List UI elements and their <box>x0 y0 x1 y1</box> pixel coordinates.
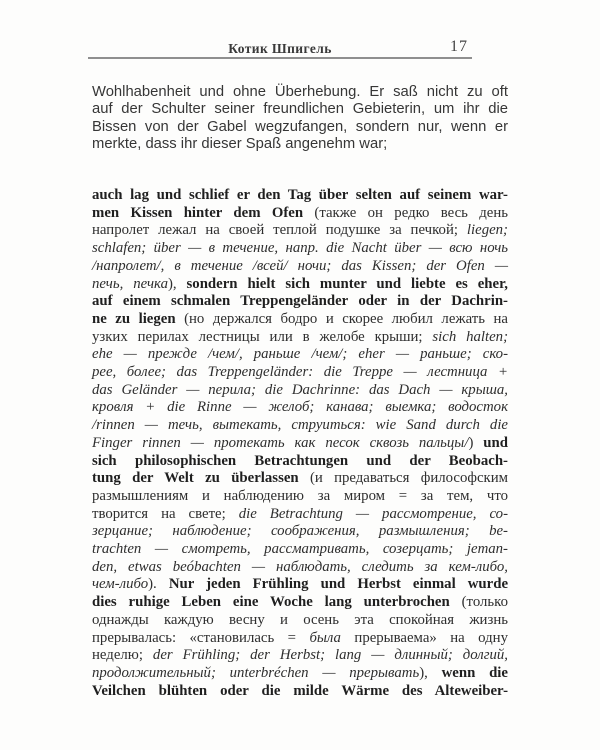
text-segment-italic: чем-либо <box>92 576 149 593</box>
reading-line <box>92 630 508 648</box>
text-segment-bold: auch lag und schlief er den Tag über selten auf seinem war- <box>92 187 508 203</box>
text-segment-regular: auf der Schulter seiner freundlichen Gebieterin, um ihr die <box>92 101 508 118</box>
reading-line <box>92 435 508 453</box>
reading-line <box>92 488 508 506</box>
reading-line <box>92 329 508 347</box>
text-segment-italic: ehe — прежде /чем/, раньше /чем/; eher — раньше; ско- <box>92 346 508 363</box>
reading-line <box>92 417 508 435</box>
text-segment-regular: ). <box>148 576 169 593</box>
text-segment-italic: das Geländer — перила; die Dachrinne: das Dach — крыша, <box>92 381 508 398</box>
reading-line <box>92 240 508 258</box>
reading-line <box>92 205 508 223</box>
text-segment-bold: dies ruhige Leben eine Woche lang unterbrochen <box>92 594 462 611</box>
reading-line <box>92 399 508 417</box>
reading-line <box>92 276 508 294</box>
text-segment-italic: рее, более; das Treppengeländer: die Treppe — лестница + <box>92 364 508 381</box>
text-segment-bold: wenn die <box>441 664 508 681</box>
text-segment-regular: прерывалась: «становилась = <box>92 629 310 646</box>
text-segment-regular: Wohlhabenheit und ohne Überhebung. Er saß nicht zu oft <box>92 84 508 100</box>
text-segment-regular: напролет лежал на своей теплой подушке за печкой; <box>92 222 467 239</box>
reading-line <box>92 612 508 630</box>
intro-line <box>92 101 508 118</box>
text-segment-regular: (но держался бодро и скорее любил лежать на <box>184 310 508 327</box>
text-segment-italic: sich halten; <box>432 328 508 345</box>
text-segment-regular: (также он редко весь день <box>314 204 508 221</box>
page-number: 17 <box>450 38 468 55</box>
text-segment-italic: der Frühling; der Herbst; lang — длинный; долгий, <box>152 647 509 664</box>
text-segment-italic: печь, печка <box>92 275 168 292</box>
reading-line <box>92 346 508 364</box>
reading-line <box>92 222 508 240</box>
reading-line <box>92 594 508 612</box>
text-segment-italic: den, etwas beóbachten — наблюдать, следить за кем-либо, <box>92 558 508 575</box>
text-segment-regular: размышлениям и наблюдению за миром = за тем, что <box>92 487 508 504</box>
text-segment-regular: merkte, dass ihr dieser Spaß angenehm war; <box>92 135 388 152</box>
text-segment-regular: ), <box>419 664 442 681</box>
reading-line <box>92 453 508 471</box>
text-segment-regular: однажды каждую весну и осень эта спокойная жизнь <box>92 611 508 628</box>
reading-line <box>92 293 508 311</box>
intro-paragraph <box>92 84 508 153</box>
text-segment-italic: зерцание; наблюдение; соображения, размышления; be- <box>92 523 508 540</box>
reading-block <box>92 187 508 700</box>
text-segment-italic: schlafen; über — в течение, напр. die Nacht über — всю ночь <box>92 240 508 257</box>
reading-line <box>92 576 508 594</box>
text-segment-regular: прерываема» на одну <box>340 629 508 646</box>
text-segment-bold: und <box>483 434 508 451</box>
header-rule <box>88 57 472 59</box>
text-segment-italic: была <box>309 629 341 646</box>
text-segment-italic: /rinnen — течь, вытекать, струиться: wie Sand durch die <box>92 417 508 434</box>
text-segment-bold: sich philosophischen Betrachtungen und der Beobach- <box>92 452 508 469</box>
text-segment-bold: tung der Welt zu überlassen <box>92 470 310 487</box>
reading-line <box>92 683 508 701</box>
text-segment-regular: Bissen von der Gabel wegzufangen, sondern nur, wenn er <box>92 118 508 135</box>
text-segment-bold: Veilchen blühten oder die milde Wärme des Alteweiber- <box>92 682 508 699</box>
text-segment-italic: Finger rinnen — протекать как песок сквозь пальцы/ <box>92 434 469 451</box>
text-segment-bold: Nur jeden Frühling und Herbst einmal wurde <box>168 576 509 593</box>
text-segment-regular: узких перилах лестницы или в желобе крыши; <box>92 328 433 345</box>
text-segment-bold: auf einem schmalen Treppengeländer oder in der Dachrin- <box>92 293 508 310</box>
text-segment-italic: die Betrachtung — рассмотрение, со- <box>238 505 508 522</box>
text-segment-italic: trachten — смотреть, рассматривать, созерцать; jeman- <box>92 541 508 558</box>
reading-line <box>92 311 508 329</box>
text-segment-regular: неделю; <box>92 647 153 664</box>
text-segment-italic: liegen; <box>466 222 508 239</box>
text-segment-bold: men Kissen hinter dem Ofen <box>92 204 315 221</box>
intro-line <box>92 119 508 136</box>
reading-line <box>92 382 508 400</box>
intro-line <box>92 84 508 101</box>
text-segment-italic: кровля + die Rinne — желоб; канава; выемка; водосток <box>92 399 508 416</box>
reading-line <box>92 523 508 541</box>
text-segment-regular: (только <box>461 594 508 611</box>
running-header-title: Котик Шпигель <box>228 41 332 56</box>
text-segment-regular: творится на свете; <box>92 505 239 522</box>
reading-line <box>92 647 508 665</box>
text-segment-italic: /напролет/, в течение /всей/ ночи; das Kissen; der Ofen — <box>92 257 508 274</box>
text-segment-italic: продолжительный; unterbréchen — прерывать <box>92 664 420 681</box>
reading-line <box>92 187 508 205</box>
reading-line <box>92 364 508 382</box>
intro-line <box>92 136 508 153</box>
reading-line <box>92 470 508 488</box>
text-segment-regular: ), <box>167 275 187 292</box>
reading-line <box>92 665 508 683</box>
text-segment-regular: (и предаваться философским <box>309 470 508 487</box>
reading-line <box>92 559 508 577</box>
reading-line <box>92 506 508 524</box>
text-segment-bold: sondern hielt sich munter und liebte es eher, <box>186 275 509 292</box>
text-segment-bold: ne zu liegen <box>92 310 185 327</box>
text-segment-regular: ) <box>468 434 484 451</box>
reading-line <box>92 258 508 276</box>
reading-line <box>92 541 508 559</box>
